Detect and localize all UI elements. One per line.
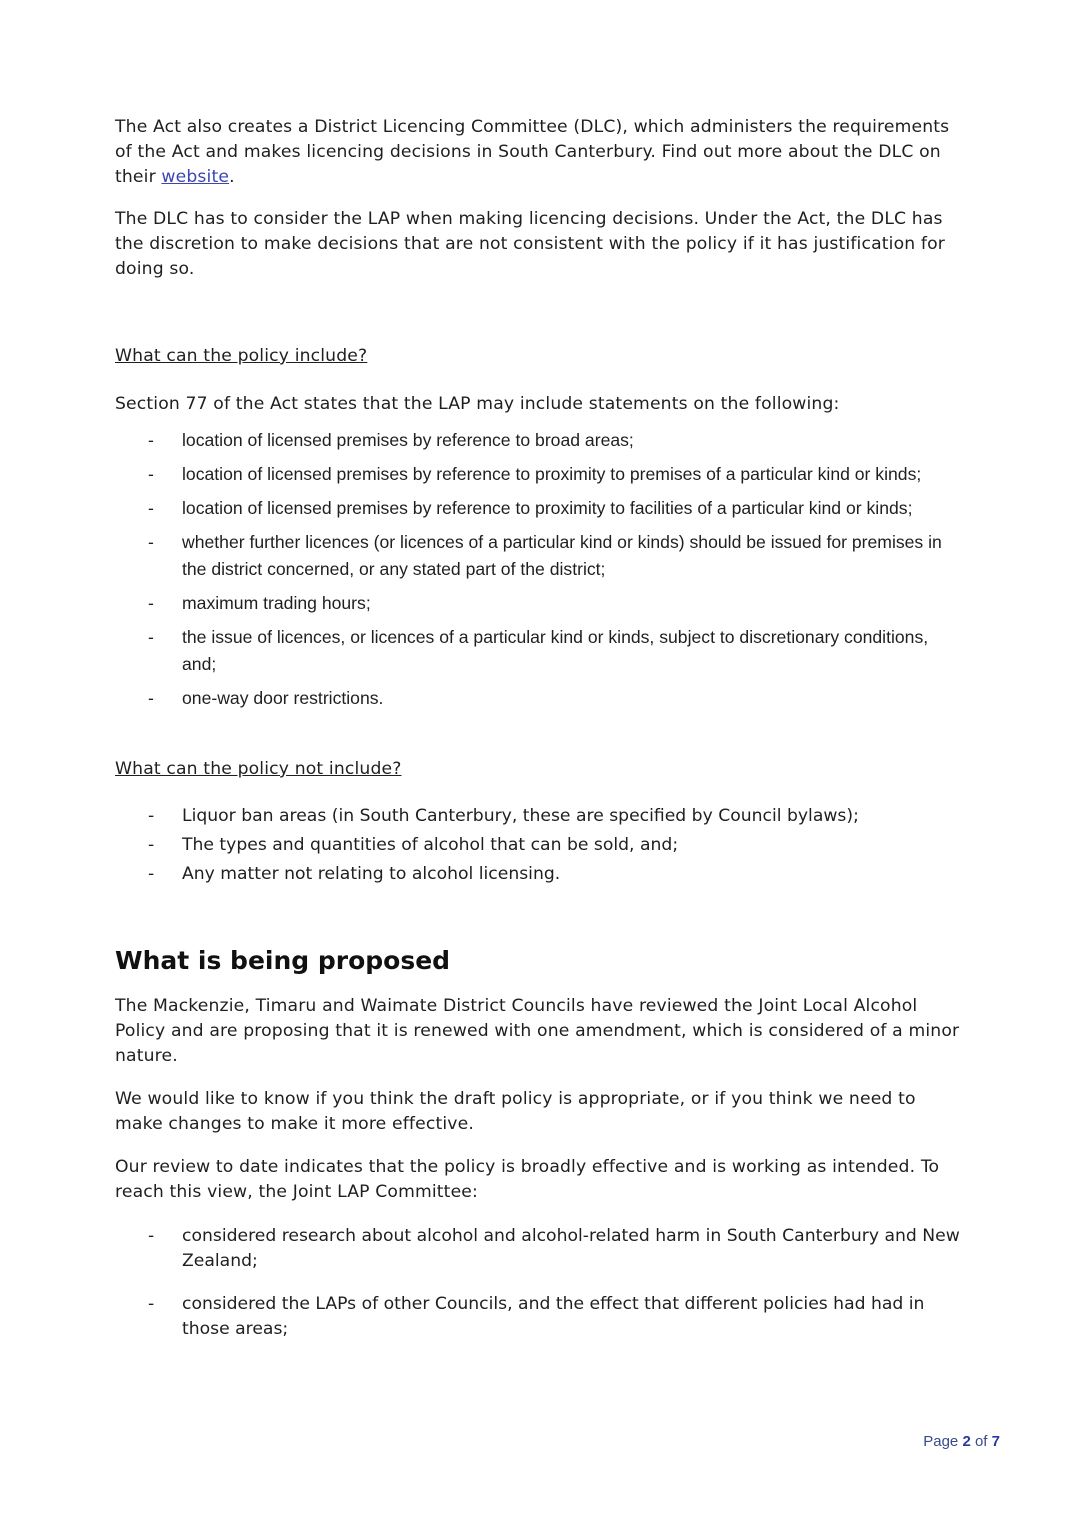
list-item: - location of licensed premises by reference to proximity to premises of a particular kind or kinds; xyxy=(148,464,922,484)
list-item: - the issue of licences, or licences of a particular kind or kinds, subject to discretionary conditions, and; xyxy=(148,627,929,674)
website-link[interactable]: website xyxy=(161,167,230,187)
intro-paragraph-1: The Act also creates a District Licencing Committee (DLC), which administers the requirements of the Act and makes licencing decisions in South Canterbury. Find out more about the DLC on their website. xyxy=(115,117,950,187)
list-item: - Liquor ban areas (in South Canterbury, these are specified by Council bylaws); xyxy=(148,806,859,826)
proposal-list xyxy=(115,1224,960,1342)
list-item: - one-way door restrictions. xyxy=(148,688,384,708)
list-item: - location of licensed premises by reference to broad areas; xyxy=(148,430,634,450)
include-lead: Section 77 of the Act states that the LAP may include statements on the following: xyxy=(115,394,840,414)
proposal-paragraph-3: Our review to date indicates that the policy is broadly effective and is working as intended. To reach this view, the Joint LAP Committee: xyxy=(115,1157,940,1202)
current-page: 2 xyxy=(962,1433,971,1450)
list-item: - considered research about alcohol and alcohol-related harm in South Canterbury and New Zealand; xyxy=(148,1226,960,1271)
exclude-heading: What can the policy not include? xyxy=(115,759,402,779)
list-item: - The types and quantities of alcohol that can be sold, and; xyxy=(148,835,679,855)
list-item: - location of licensed premises by reference to proximity to facilities of a particular kind or kinds; xyxy=(148,498,913,518)
list-item: - whether further licences (or licences of a particular kind or kinds) should be issued for premises in the district concerned, or any stated part of the district; xyxy=(148,532,942,579)
document-page xyxy=(115,115,960,1342)
page-number: Page 2 of 7 xyxy=(923,1433,1000,1450)
proposal-paragraph-1: The Mackenzie, Timaru and Waimate District Councils have reviewed the Joint Local Alcohol Policy and are proposing that it is renewed with one amendment, which is considered of a minor nature. xyxy=(115,996,960,1066)
list-item: - maximum trading hours; xyxy=(148,593,371,613)
list-item: - Any matter not relating to alcohol licensing. xyxy=(148,864,561,884)
list-item: - considered the LAPs of other Councils, and the effect that different policies had had in those areas; xyxy=(148,1294,925,1339)
total-pages: 7 xyxy=(991,1433,1000,1450)
proposal-paragraph-2: We would like to know if you think the draft policy is appropriate, or if you think we need to make changes to make it more effective. xyxy=(115,1089,916,1134)
intro-paragraph-2: The DLC has to consider the LAP when making licencing decisions. Under the Act, the DLC has the discretion to make decisions that are not consistent with the policy if it has justification for doing so. xyxy=(115,209,945,279)
include-heading: What can the policy include? xyxy=(115,346,368,366)
proposal-heading: What is being proposed xyxy=(115,946,451,975)
include-list xyxy=(115,427,960,712)
exclude-list xyxy=(115,802,960,889)
